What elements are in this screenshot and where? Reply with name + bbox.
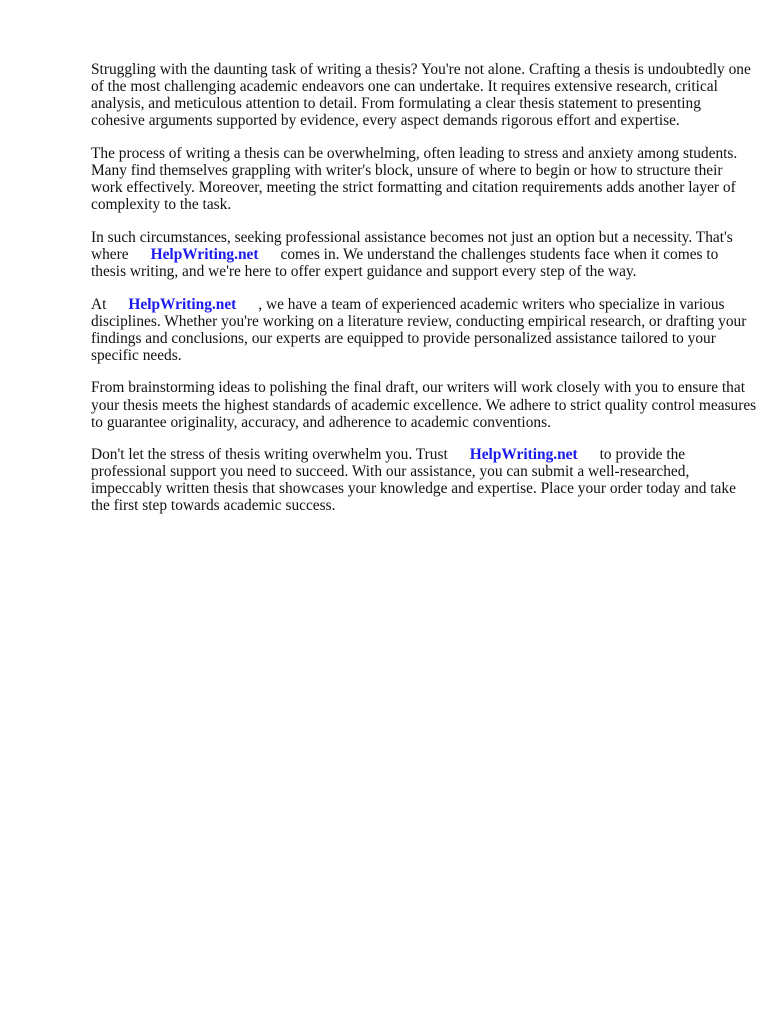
paragraph-brainstorming: From brainstorming ideas to polishing the final draft, our writers will work closely with you to ensure that your thesis meets the highest standards of academic excellence. We adhere to strict quality control measures to guarantee originality, accuracy, and adherence to academic conventions. (91, 379, 757, 431)
helpwriting-link[interactable]: HelpWriting.net (469, 446, 578, 464)
paragraph-intro: Struggling with the daunting task of writing a thesis? You're not alone. Crafting a thesis is undoubtedly one of the most challenging academic endeavors one can undertake. It requires extensive research, critical analysis, and meticulous attention to detail. From formulating a clear thesis statement to presenting cohesive arguments supported by evidence, every aspect demands rigorous effort and expertise. (91, 61, 751, 130)
document-body (91, 61, 757, 530)
paragraph-closing (91, 446, 757, 514)
paragraph-text: At (91, 295, 107, 313)
helpwriting-link[interactable]: HelpWriting.net (128, 295, 237, 313)
helpwriting-link[interactable]: HelpWriting.net (150, 245, 259, 263)
paragraph-process: The process of writing a thesis can be overwhelming, often leading to stress and anxiety among students. Many find themselves grappling with writer's block, unsure of where to begin or how to structure their work effectively. Moreover, meeting the strict formatting and citation requirements adds another layer of complexity to the task. (91, 144, 738, 214)
paragraph-text: comes in. We understand the challenges students face when it comes to thesis writing, and we're here to offer expert guidance and support every step of the way. (91, 245, 719, 280)
paragraph-text: , we have a team of experienced academic writers who specialize in various disciplines. Whether you're working on a literature review, conducting empirical research, or drafting your findings and conclusions, our experts are equipped to provide personalized assistance tailored to your specific needs. (91, 295, 747, 364)
paragraph-text: Don't let the stress of thesis writing overwhelm you. Trust (91, 446, 448, 464)
paragraph-circumstances (91, 229, 757, 280)
paragraph-text: In such circumstances, seeking professional assistance becomes not just an option but a necessity. That's where (91, 228, 733, 263)
paragraph-team (91, 296, 757, 364)
paragraph-text: to provide the professional support you need to succeed. With our assistance, you can submit a well-researched, impeccably written thesis that showcases your knowledge and expertise. Place your order today and take the first step towards academic success. (91, 446, 736, 515)
